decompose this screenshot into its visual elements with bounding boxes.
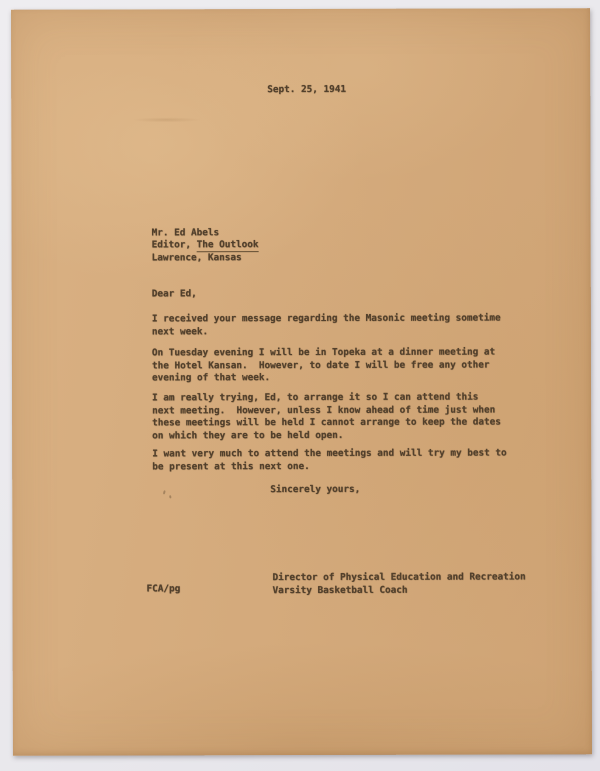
letter-date: Sept. 25, 1941 xyxy=(267,83,347,96)
recipient-city: Lawrence, Kansas xyxy=(151,251,242,264)
recipient-title-prefix: Editor, xyxy=(151,239,197,251)
reference-initials: FCA/pg xyxy=(146,583,181,595)
body-paragraph-1: I received your message regarding the Masonic meeting sometime next week. xyxy=(151,312,501,338)
ink-speck xyxy=(163,490,166,494)
ink-speck xyxy=(169,495,171,498)
closing: Sincerely yours, xyxy=(270,483,361,496)
signature-title-1: Director of Physical Education and Recreation xyxy=(272,571,526,584)
recipient-block xyxy=(152,227,259,264)
salutation: Dear Ed, xyxy=(151,288,197,300)
recipient-publication: The Outlook xyxy=(196,239,259,251)
signature-title-2: Varsity Basketball Coach xyxy=(272,584,408,596)
body-paragraph-2: On Tuesday evening I will be in Topeka at a dinner meeting at the Hotel Kansan. However, to date I will be free any other evening of that week. xyxy=(151,346,496,384)
paper-smudge xyxy=(131,117,201,122)
letter-paper xyxy=(11,8,592,756)
body-paragraph-4: I want very much to attend the meetings and will try my best to be present at this next one. xyxy=(152,447,507,473)
body-paragraph-3: I am really trying, Ed, to arrange it so I can attend this next meeting. However, unless I know ahead of time just when these meetings will be held I cannot arrange to keep the dates on which they are to be held open. xyxy=(152,391,501,442)
signature-block xyxy=(272,571,525,597)
recipient-name: Mr. Ed Abels xyxy=(151,227,220,239)
